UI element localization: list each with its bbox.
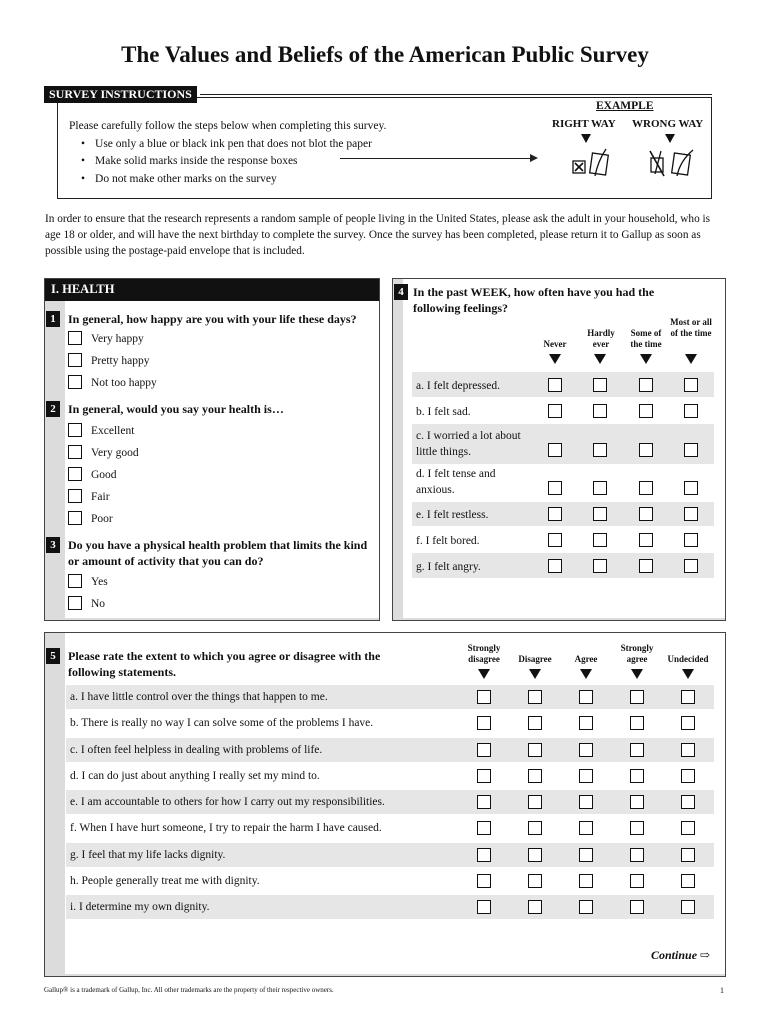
checkbox[interactable] xyxy=(579,848,593,862)
checkbox[interactable] xyxy=(579,795,593,809)
checkbox[interactable] xyxy=(630,900,644,914)
row-label: b. I felt sad. xyxy=(416,406,471,418)
question-text: Please rate the extent to which you agree or disagree with the following statements. xyxy=(68,649,381,679)
row-label: a. I have little control over the things that happen to me. xyxy=(70,691,328,703)
question-number: 2 xyxy=(46,401,60,417)
checkbox[interactable] xyxy=(528,769,542,783)
wrong-way-mark-icon xyxy=(647,146,697,180)
checkbox[interactable] xyxy=(477,743,491,757)
checkbox[interactable] xyxy=(684,443,698,457)
checkbox[interactable] xyxy=(593,404,607,418)
row-label: a. I felt depressed. xyxy=(416,380,500,392)
checkbox[interactable] xyxy=(593,559,607,573)
checkbox[interactable] xyxy=(548,378,562,392)
checkbox[interactable] xyxy=(684,404,698,418)
health-section-content xyxy=(65,301,379,618)
checkbox[interactable] xyxy=(639,481,653,495)
checkbox[interactable] xyxy=(639,404,653,418)
instructions-label: SURVEY INSTRUCTIONS xyxy=(44,86,197,103)
row-label: d. I can do just about anything I really set my mind to. xyxy=(70,770,320,782)
option-label: Pretty happy xyxy=(91,355,150,367)
column-header: Hardly ever xyxy=(587,328,615,349)
checkbox[interactable] xyxy=(681,690,695,704)
checkbox[interactable] xyxy=(477,874,491,888)
checkbox[interactable] xyxy=(639,533,653,547)
checkbox[interactable] xyxy=(630,848,644,862)
checkbox[interactable] xyxy=(681,769,695,783)
arrow-right-icon xyxy=(530,154,538,162)
checkbox[interactable] xyxy=(528,743,542,757)
checkbox[interactable] xyxy=(528,821,542,835)
checkbox[interactable] xyxy=(68,511,82,525)
option-label: Very good xyxy=(91,447,139,459)
question-number: 4 xyxy=(394,284,408,300)
row-label: e. I am accountable to others for how I carry out my responsibilities. xyxy=(70,796,385,808)
down-triangle-icon xyxy=(640,354,652,364)
section-header: I. HEALTH xyxy=(45,279,379,301)
row-label: e. I felt restless. xyxy=(416,509,489,521)
option-label: Excellent xyxy=(91,425,135,437)
row-label: g. I feel that my life lacks dignity. xyxy=(70,849,226,861)
checkbox[interactable] xyxy=(630,743,644,757)
instructions-intro: Please carefully follow the steps below when completing this survey. xyxy=(69,120,387,132)
row-label: c. I often feel helpless in dealing with problems of life. xyxy=(70,744,323,756)
checkbox[interactable] xyxy=(528,690,542,704)
down-triangle-icon xyxy=(529,669,541,679)
checkbox[interactable] xyxy=(684,533,698,547)
checkbox[interactable] xyxy=(68,596,82,610)
checkbox[interactable] xyxy=(68,489,82,503)
checkbox[interactable] xyxy=(548,533,562,547)
question-number: 3 xyxy=(46,537,60,553)
question-text: In general, how happy are you with your life these days? xyxy=(68,312,357,326)
down-triangle-icon xyxy=(631,669,643,679)
checkbox[interactable] xyxy=(68,423,82,437)
down-triangle-icon xyxy=(594,354,606,364)
instructions-text xyxy=(69,118,386,188)
arrow-line xyxy=(340,158,532,159)
checkbox[interactable] xyxy=(630,821,644,835)
checkbox[interactable] xyxy=(639,559,653,573)
checkbox[interactable] xyxy=(639,378,653,392)
checkbox[interactable] xyxy=(477,821,491,835)
checkbox[interactable] xyxy=(684,559,698,573)
checkbox[interactable] xyxy=(528,848,542,862)
continue-link[interactable]: Continue ⇨ xyxy=(651,948,711,962)
checkbox[interactable] xyxy=(528,795,542,809)
column-header: Strongly agree xyxy=(620,643,654,664)
checkbox[interactable] xyxy=(630,795,644,809)
instruction-bullet: • Make solid marks inside the response boxes xyxy=(97,153,386,171)
down-triangle-icon xyxy=(580,669,592,679)
checkbox[interactable] xyxy=(548,507,562,521)
checkbox[interactable] xyxy=(630,716,644,730)
right-way-label: RIGHT WAY xyxy=(552,118,616,130)
checkbox[interactable] xyxy=(593,378,607,392)
checkbox[interactable] xyxy=(579,716,593,730)
option-label: Not too happy xyxy=(91,377,157,389)
checkbox[interactable] xyxy=(579,874,593,888)
checkbox[interactable] xyxy=(593,443,607,457)
option-label: No xyxy=(91,598,106,610)
question-text: In the past WEEK, how often have you had the following feelings? xyxy=(413,285,655,315)
checkbox[interactable] xyxy=(630,690,644,704)
down-triangle-icon xyxy=(478,669,490,679)
checkbox[interactable] xyxy=(68,375,82,389)
checkbox[interactable] xyxy=(579,743,593,757)
checkbox[interactable] xyxy=(477,769,491,783)
checkbox[interactable] xyxy=(68,467,82,481)
checkbox[interactable] xyxy=(593,533,607,547)
down-triangle-icon xyxy=(685,354,697,364)
example-title: EXAMPLE xyxy=(596,100,654,112)
checkbox[interactable] xyxy=(548,559,562,573)
option-label: Fair xyxy=(91,491,110,503)
checkbox[interactable] xyxy=(68,574,82,588)
checkbox[interactable] xyxy=(579,769,593,783)
checkbox[interactable] xyxy=(681,795,695,809)
checkbox[interactable] xyxy=(684,507,698,521)
footer-trademark: Gallup® is a trademark of Gallup, Inc. All other trademarks are the property of their respective owners. xyxy=(44,986,334,994)
checkbox[interactable] xyxy=(477,848,491,862)
checkbox[interactable] xyxy=(681,848,695,862)
down-triangle-icon xyxy=(665,134,675,143)
right-way-mark-icon xyxy=(570,146,615,180)
checkbox[interactable] xyxy=(548,443,562,457)
down-triangle-icon xyxy=(581,134,591,143)
row-label: g. I felt angry. xyxy=(416,561,481,573)
row-label: f. When I have hurt someone, I try to repair the harm I have caused. xyxy=(70,822,382,834)
checkbox[interactable] xyxy=(68,353,82,367)
checkbox[interactable] xyxy=(684,378,698,392)
checkbox[interactable] xyxy=(579,900,593,914)
checkbox[interactable] xyxy=(630,769,644,783)
down-triangle-icon xyxy=(549,354,561,364)
question-number: 1 xyxy=(46,311,60,327)
checkbox[interactable] xyxy=(579,690,593,704)
checkbox[interactable] xyxy=(477,795,491,809)
checkbox[interactable] xyxy=(68,331,82,345)
row-label: h. People generally treat me with dignity. xyxy=(70,875,260,887)
checkbox[interactable] xyxy=(68,445,82,459)
question-number: 5 xyxy=(46,648,60,664)
checkbox[interactable] xyxy=(548,481,562,495)
checkbox[interactable] xyxy=(684,481,698,495)
option-label: Good xyxy=(91,469,117,481)
option-label: Very happy xyxy=(91,333,144,345)
checkbox[interactable] xyxy=(639,443,653,457)
checkbox[interactable] xyxy=(593,481,607,495)
column-header: Most or all of the time xyxy=(670,317,712,338)
instruction-bullet: • Do not make other marks on the survey xyxy=(97,171,386,189)
checkbox[interactable] xyxy=(477,900,491,914)
instruction-bullet: • Use only a blue or black ink pen that does not blot the paper xyxy=(97,136,386,154)
checkbox[interactable] xyxy=(528,900,542,914)
checkbox[interactable] xyxy=(681,821,695,835)
checkbox[interactable] xyxy=(681,743,695,757)
question-text: Do you have a physical health problem that limits the kind or amount of activity that you can do? xyxy=(68,538,368,568)
checkbox[interactable] xyxy=(579,821,593,835)
intro-paragraph: In order to ensure that the research represents a random sample of people living in the United States, please ask the adult in your household, who is age 18 or older, and will have the next birthday to complete the survey. Once the survey has been completed, please return it to Gallup as soon as possible using the postage-paid envelope that is included. xyxy=(45,213,711,257)
checkbox[interactable] xyxy=(477,716,491,730)
column-header: Strongly disagree xyxy=(467,643,501,664)
row-label: d. I felt tense and anxious. xyxy=(416,468,496,496)
question-text: In general, would you say your health is… xyxy=(68,402,284,416)
column-header: Agree xyxy=(574,654,598,664)
checkbox[interactable] xyxy=(630,874,644,888)
down-triangle-icon xyxy=(682,669,694,679)
column-header: Some of the time xyxy=(630,328,662,349)
row-label: i. I determine my own dignity. xyxy=(70,901,210,913)
checkbox[interactable] xyxy=(477,690,491,704)
checkbox[interactable] xyxy=(681,716,695,730)
checkbox[interactable] xyxy=(548,404,562,418)
checkbox[interactable] xyxy=(528,874,542,888)
column-header: Disagree xyxy=(518,654,552,664)
column-header: Undecided xyxy=(667,654,709,664)
column-header: Never xyxy=(543,339,567,349)
page-number: 1 xyxy=(720,986,724,995)
wrong-way-label: WRONG WAY xyxy=(632,118,704,130)
checkbox[interactable] xyxy=(528,716,542,730)
row-label: b. There is really no way I can solve some of the problems I have. xyxy=(70,717,374,729)
checkbox[interactable] xyxy=(681,874,695,888)
page-title: The Values and Beliefs of the American Public Survey xyxy=(121,42,649,67)
checkbox[interactable] xyxy=(681,900,695,914)
option-label: Poor xyxy=(91,513,113,525)
row-label: f. I felt bored. xyxy=(416,535,480,547)
checkbox[interactable] xyxy=(593,507,607,521)
checkbox[interactable] xyxy=(639,507,653,521)
divider xyxy=(200,94,712,95)
option-label: Yes xyxy=(91,576,108,588)
row-label: c. I worried a lot about little things. xyxy=(416,430,521,458)
